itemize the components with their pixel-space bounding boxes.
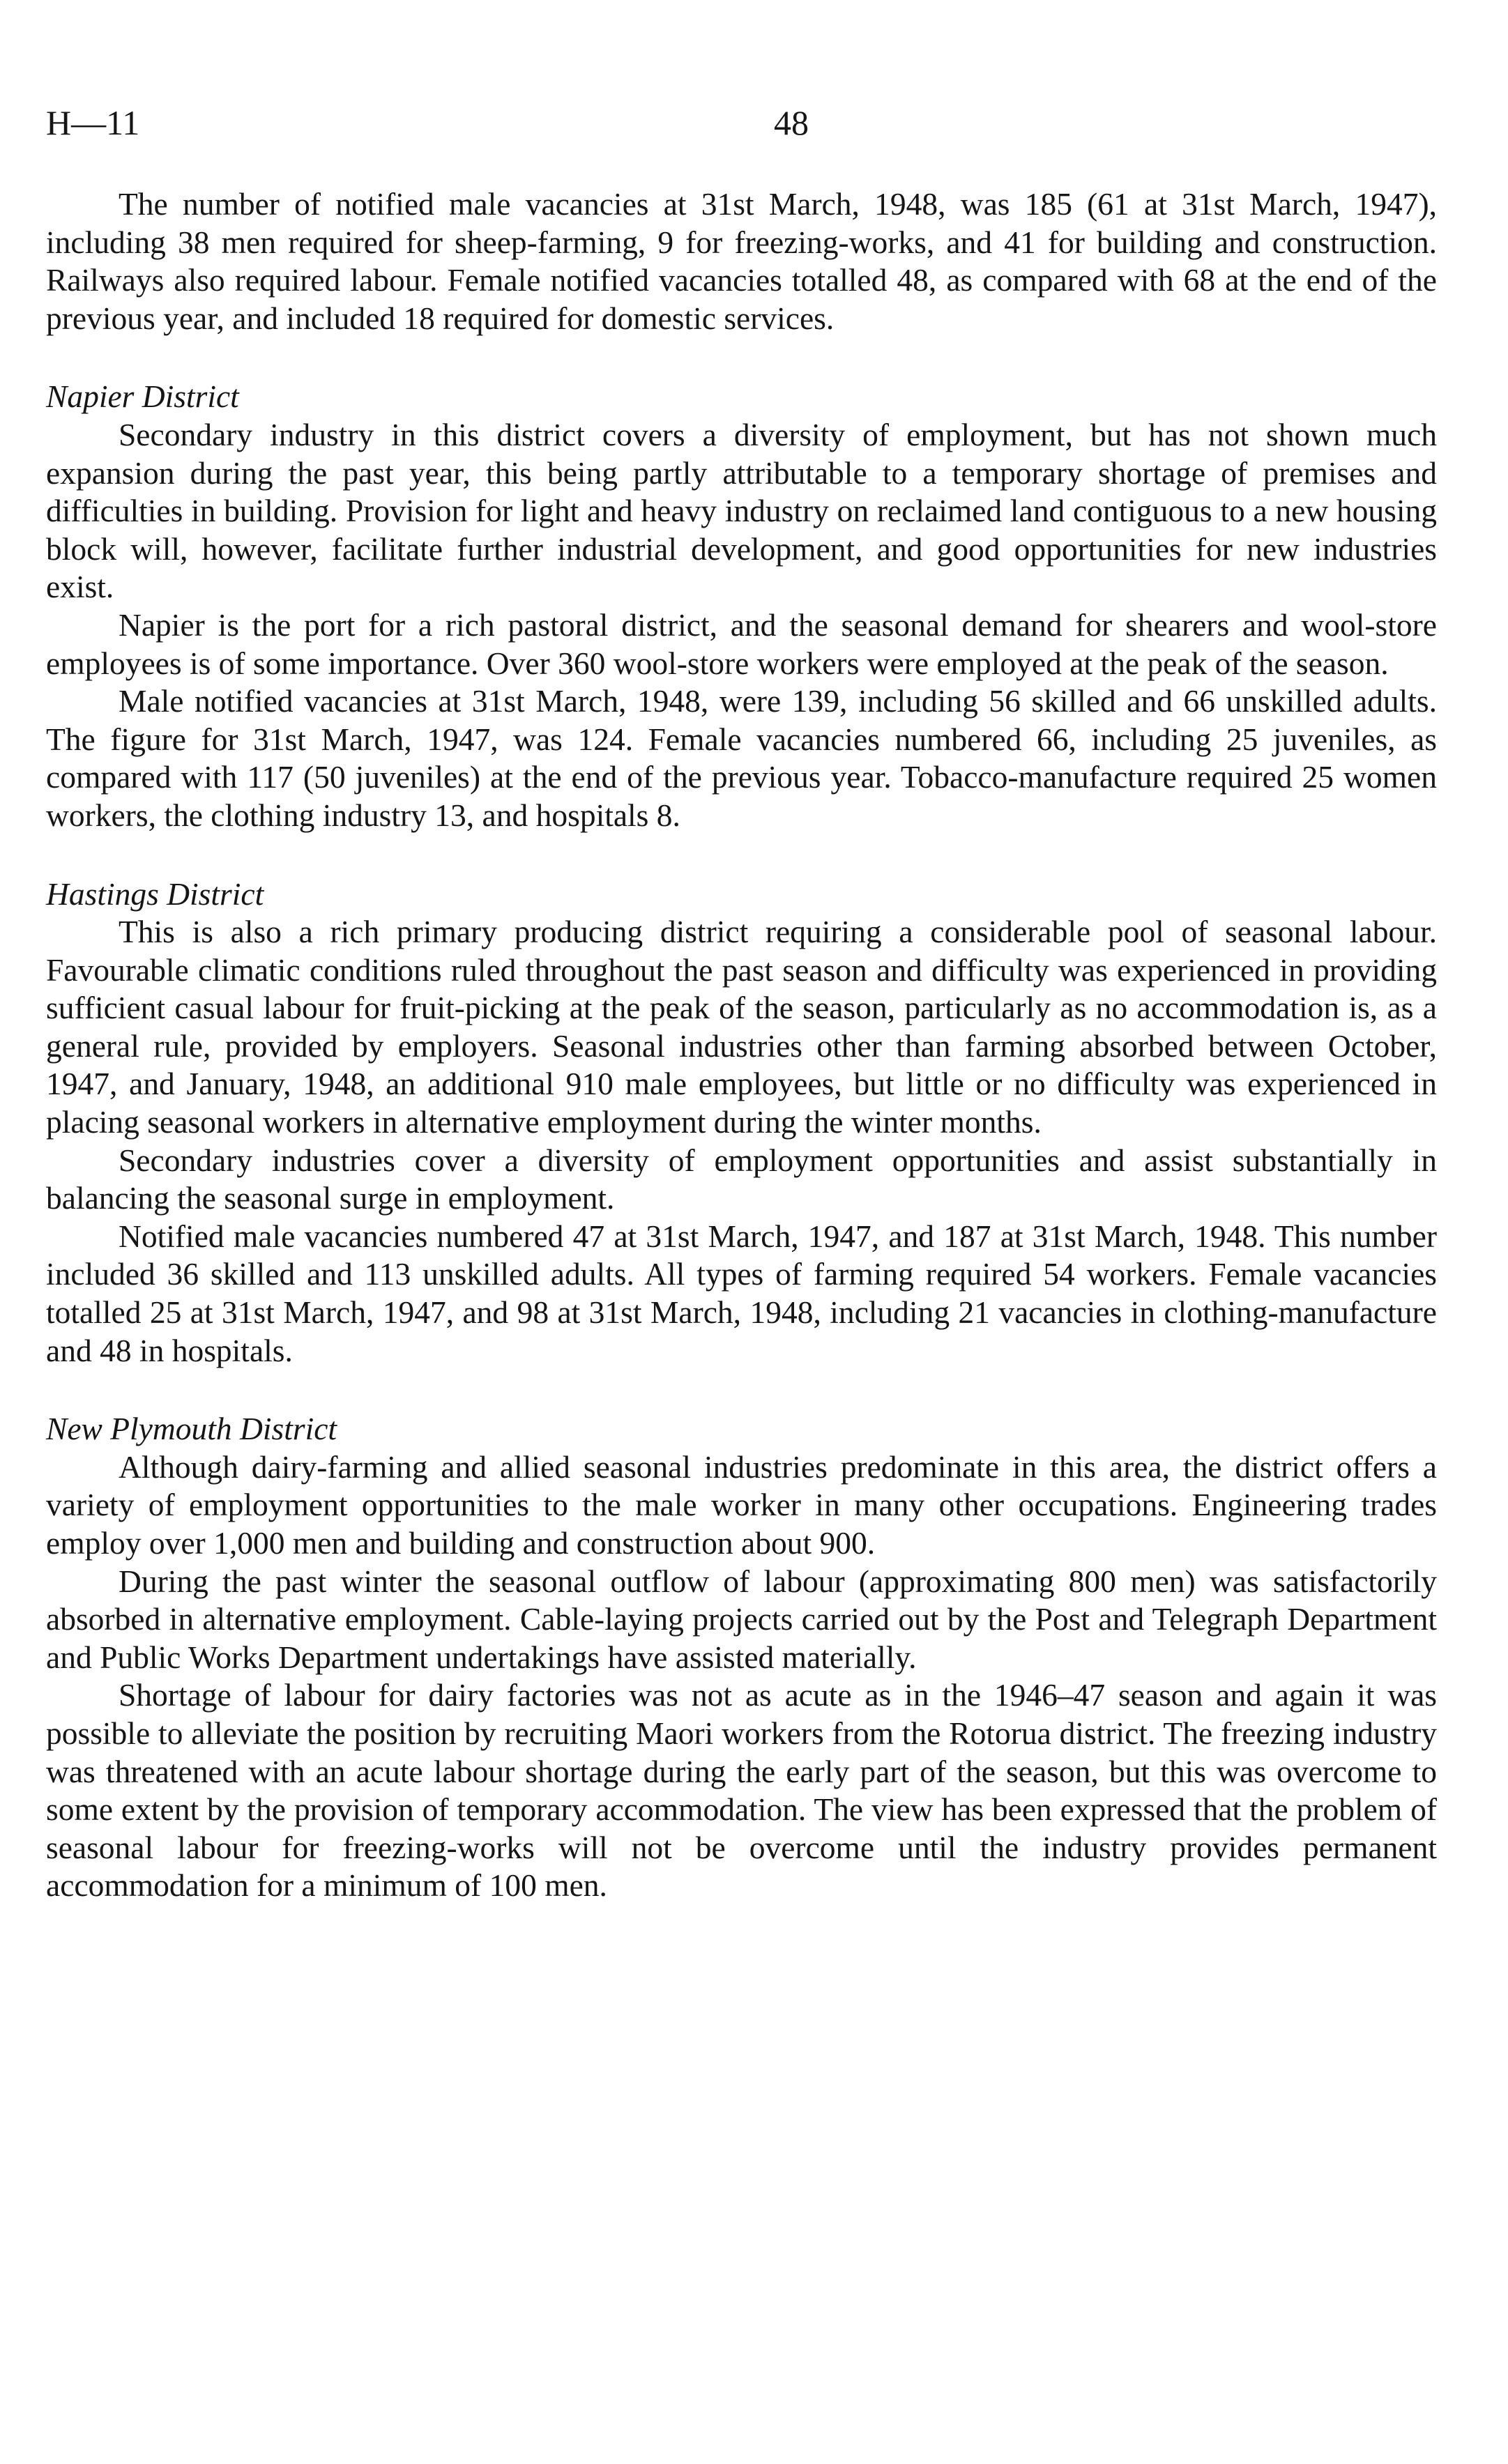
page-number: 48 (774, 103, 809, 142)
section-intro (46, 185, 1437, 337)
section-heading: New Plymouth District (46, 1411, 337, 1447)
section-hastings (46, 875, 1437, 1370)
paragraph: Shortage of labour for dairy factories was not as acute as in the 1946–47 season and again it was possible to alleviate the position by recruiting Maori workers from the Rotorua district. The freezing industry was threatened with an acute labour shortage during the early part of the season, but this was overcome to some extent by the provision of temporary accommodation. The view has been expressed that the problem of seasonal labour for freezing-works will not be overcome until the industry provides permanent accommodation for a minimum of 100 men. (46, 1677, 1437, 1904)
paragraph: Napier is the port for a rich pastoral district, and the seasonal demand for shearers and wool-store employees is of some importance. Over 360 wool-store workers were employed at the peak of the season. (46, 606, 1437, 681)
paragraph: Secondary industries cover a diversity of employment opportunities and assist substantially in balancing the seasonal surge in employment. (46, 1142, 1437, 1216)
paragraph: This is also a rich primary producing district requiring a considerable pool of seasonal labour. Favourable climatic conditions ruled throughout the past season and difficulty was experienced in providing sufficient casual labour for fruit-picking at the peak of the season, particularly as no accommodation is, as a general rule, provided by employers. Seasonal industries other than farming absorbed between October, 1947, and January, 1948, an additional 910 male employees, but little or no difficulty was experienced in placing seasonal workers in alternative employment during the winter months. (46, 914, 1437, 1140)
page-body (46, 185, 1437, 1905)
paragraph: The number of notified male vacancies at 31st March, 1948, was 185 (61 at 31st March, 1947), including 38 men required for sheep-farming, 9 for freezing-works, and 41 for building and construction. Railways also required labour. Female notified vacancies totalled 48, as compared with 68 at the end of the previous year, and included 18 required for domestic services. (46, 186, 1437, 336)
section-new-plymouth (46, 1410, 1437, 1905)
page-header (46, 95, 1440, 151)
section-heading: Napier District (46, 378, 239, 415)
document-code: H—11 (46, 103, 140, 142)
paragraph: During the past winter the seasonal outflow of labour (approximating 800 men) was satisfactorily absorbed in alternative employment. Cable-laying projects carried out by the Post and Telegraph Department and Public Works Department undertakings have assisted materially. (46, 1563, 1437, 1675)
section-heading: Hastings District (46, 875, 264, 912)
paragraph: Male notified vacancies at 31st March, 1948, were 139, including 56 skilled and 66 unskilled adults. The figure for 31st March, 1947, was 124. Female vacancies numbered 66, including 25 juveniles, as compared with 117 (50 juveniles) at the end of the previous year. Tobacco-manufacture required 25 women workers, the clothing industry 13, and hospitals 8. (46, 683, 1437, 833)
paragraph: Although dairy-farming and allied seasonal industries predominate in this area, the district offers a variety of employment opportunities to the male worker in many other occupations. Engineering trades employ over 1,000 men and building and construction about 900. (46, 1448, 1437, 1561)
section-napier (46, 378, 1437, 834)
paragraph: Secondary industry in this district covers a diversity of employment, but has not shown much expansion during the past year, this being partly attributable to a temporary shortage of premises and difficulties in building. Provision for light and heavy industry on reclaimed land contiguous to a new housing block will, however, facilitate further industrial development, and good opportunities for new industries exist. (46, 416, 1437, 605)
paragraph: Notified male vacancies numbered 47 at 31st March, 1947, and 187 at 31st March, 1948. This number included 36 skilled and 113 unskilled adults. All types of farming required 54 workers. Female vacancies totalled 25 at 31st March, 1947, and 98 at 31st March, 1948, including 21 vacancies in clothing-manufacture and 48 in hospitals. (46, 1218, 1437, 1368)
